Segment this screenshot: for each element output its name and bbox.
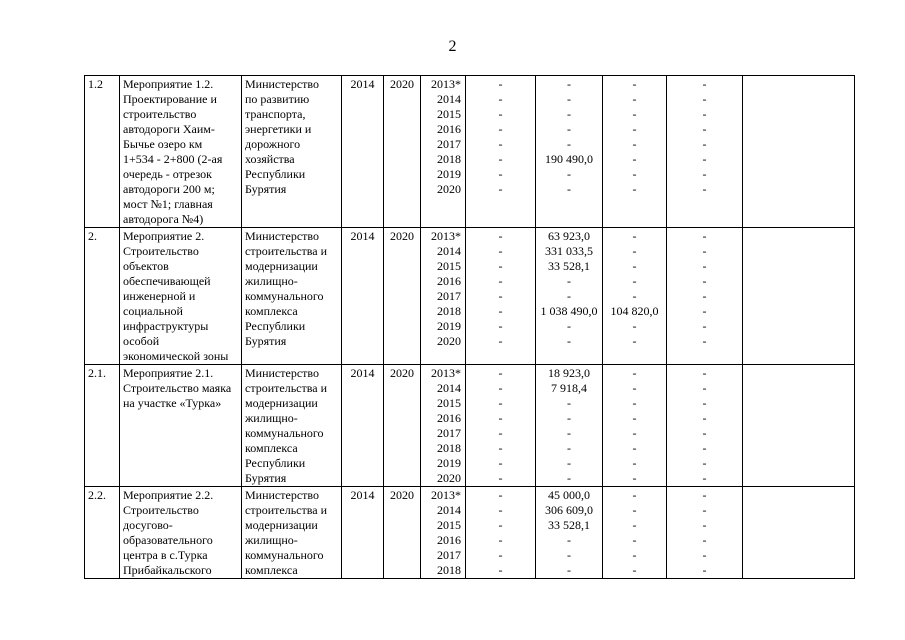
funding-col-4: - - - - - -	[667, 487, 743, 579]
start-year: 2014	[342, 365, 384, 487]
table-row	[85, 76, 855, 228]
funding-col-1: - - - - - - - -	[466, 228, 536, 365]
table-row	[85, 487, 855, 579]
end-year: 2020	[384, 228, 421, 365]
row-number: 2.2.	[85, 487, 120, 579]
funding-col-1: - - - - - -	[466, 487, 536, 579]
funding-col-2: 18 923,0 7 918,4 - - - - - -	[536, 365, 603, 487]
row-number: 1.2	[85, 76, 120, 228]
funding-col-4: - - - - - - - -	[667, 228, 743, 365]
end-year: 2020	[384, 76, 421, 228]
years-list: 2013* 2014 2015 2016 2017 2018	[421, 487, 466, 579]
row-number: 2.	[85, 228, 120, 365]
funding-col-2: 45 000,0 306 609,0 33 528,1 - - -	[536, 487, 603, 579]
funding-col-4: - - - - - - - -	[667, 76, 743, 228]
years-list: 2013* 2014 2015 2016 2017 2018 2019 2020	[421, 228, 466, 365]
funding-col-1: - - - - - - - -	[466, 365, 536, 487]
table-row	[85, 228, 855, 365]
end-year: 2020	[384, 365, 421, 487]
end-year: 2020	[384, 487, 421, 579]
executor: Министерство строительства и модернизации жилищно- коммунального комплекса Республики Бурятия	[242, 365, 342, 487]
years-list: 2013* 2014 2015 2016 2017 2018 2019 2020	[421, 76, 466, 228]
years-list: 2013* 2014 2015 2016 2017 2018 2019 2020	[421, 365, 466, 487]
funding-col-3: - - - - - - - -	[603, 365, 667, 487]
start-year: 2014	[342, 487, 384, 579]
measure-name: Мероприятие 2. Строительство объектов обеспечивающей инженерной и социальной инфраструктуры особой экономической зоны	[120, 228, 242, 365]
notes-cell	[743, 487, 855, 579]
funding-col-3: - - - - - - - -	[603, 76, 667, 228]
executor: Министерство по развитию транспорта, энергетики и дорожного хозяйства Республики Бурятия	[242, 76, 342, 228]
funding-col-4: - - - - - - - -	[667, 365, 743, 487]
notes-cell	[743, 228, 855, 365]
program-table	[84, 75, 855, 579]
start-year: 2014	[342, 228, 384, 365]
row-number: 2.1.	[85, 365, 120, 487]
funding-col-2: - - - - - 190 490,0 - -	[536, 76, 603, 228]
funding-col-3: - - - - - 104 820,0 - -	[603, 228, 667, 365]
start-year: 2014	[342, 76, 384, 228]
measure-name: Мероприятие 2.1. Строительство маяка на участке «Турка»	[120, 365, 242, 487]
funding-col-3: - - - - - -	[603, 487, 667, 579]
measure-name: Мероприятие 1.2. Проектирование и строительство автодороги Хаим- Бычье озеро км 1+534 - 2+800 (2-ая очередь - отрезок автодороги 200 м; мост №1; главная автодорога №4)	[120, 76, 242, 228]
table-row	[85, 365, 855, 487]
measure-name: Мероприятие 2.2. Строительство досугово- образовательного центра в с.Турка Прибайкальского	[120, 487, 242, 579]
funding-col-2: 63 923,0 331 033,5 33 528,1 - - 1 038 490,0 - -	[536, 228, 603, 365]
notes-cell	[743, 76, 855, 228]
executor: Министерство строительства и модернизации жилищно- коммунального комплекса Республики Бурятия	[242, 228, 342, 365]
page-number: 2	[448, 38, 457, 55]
executor: Министерство строительства и модернизации жилищно- коммунального комплекса	[242, 487, 342, 579]
notes-cell	[743, 365, 855, 487]
funding-col-1: - - - - - - - -	[466, 76, 536, 228]
